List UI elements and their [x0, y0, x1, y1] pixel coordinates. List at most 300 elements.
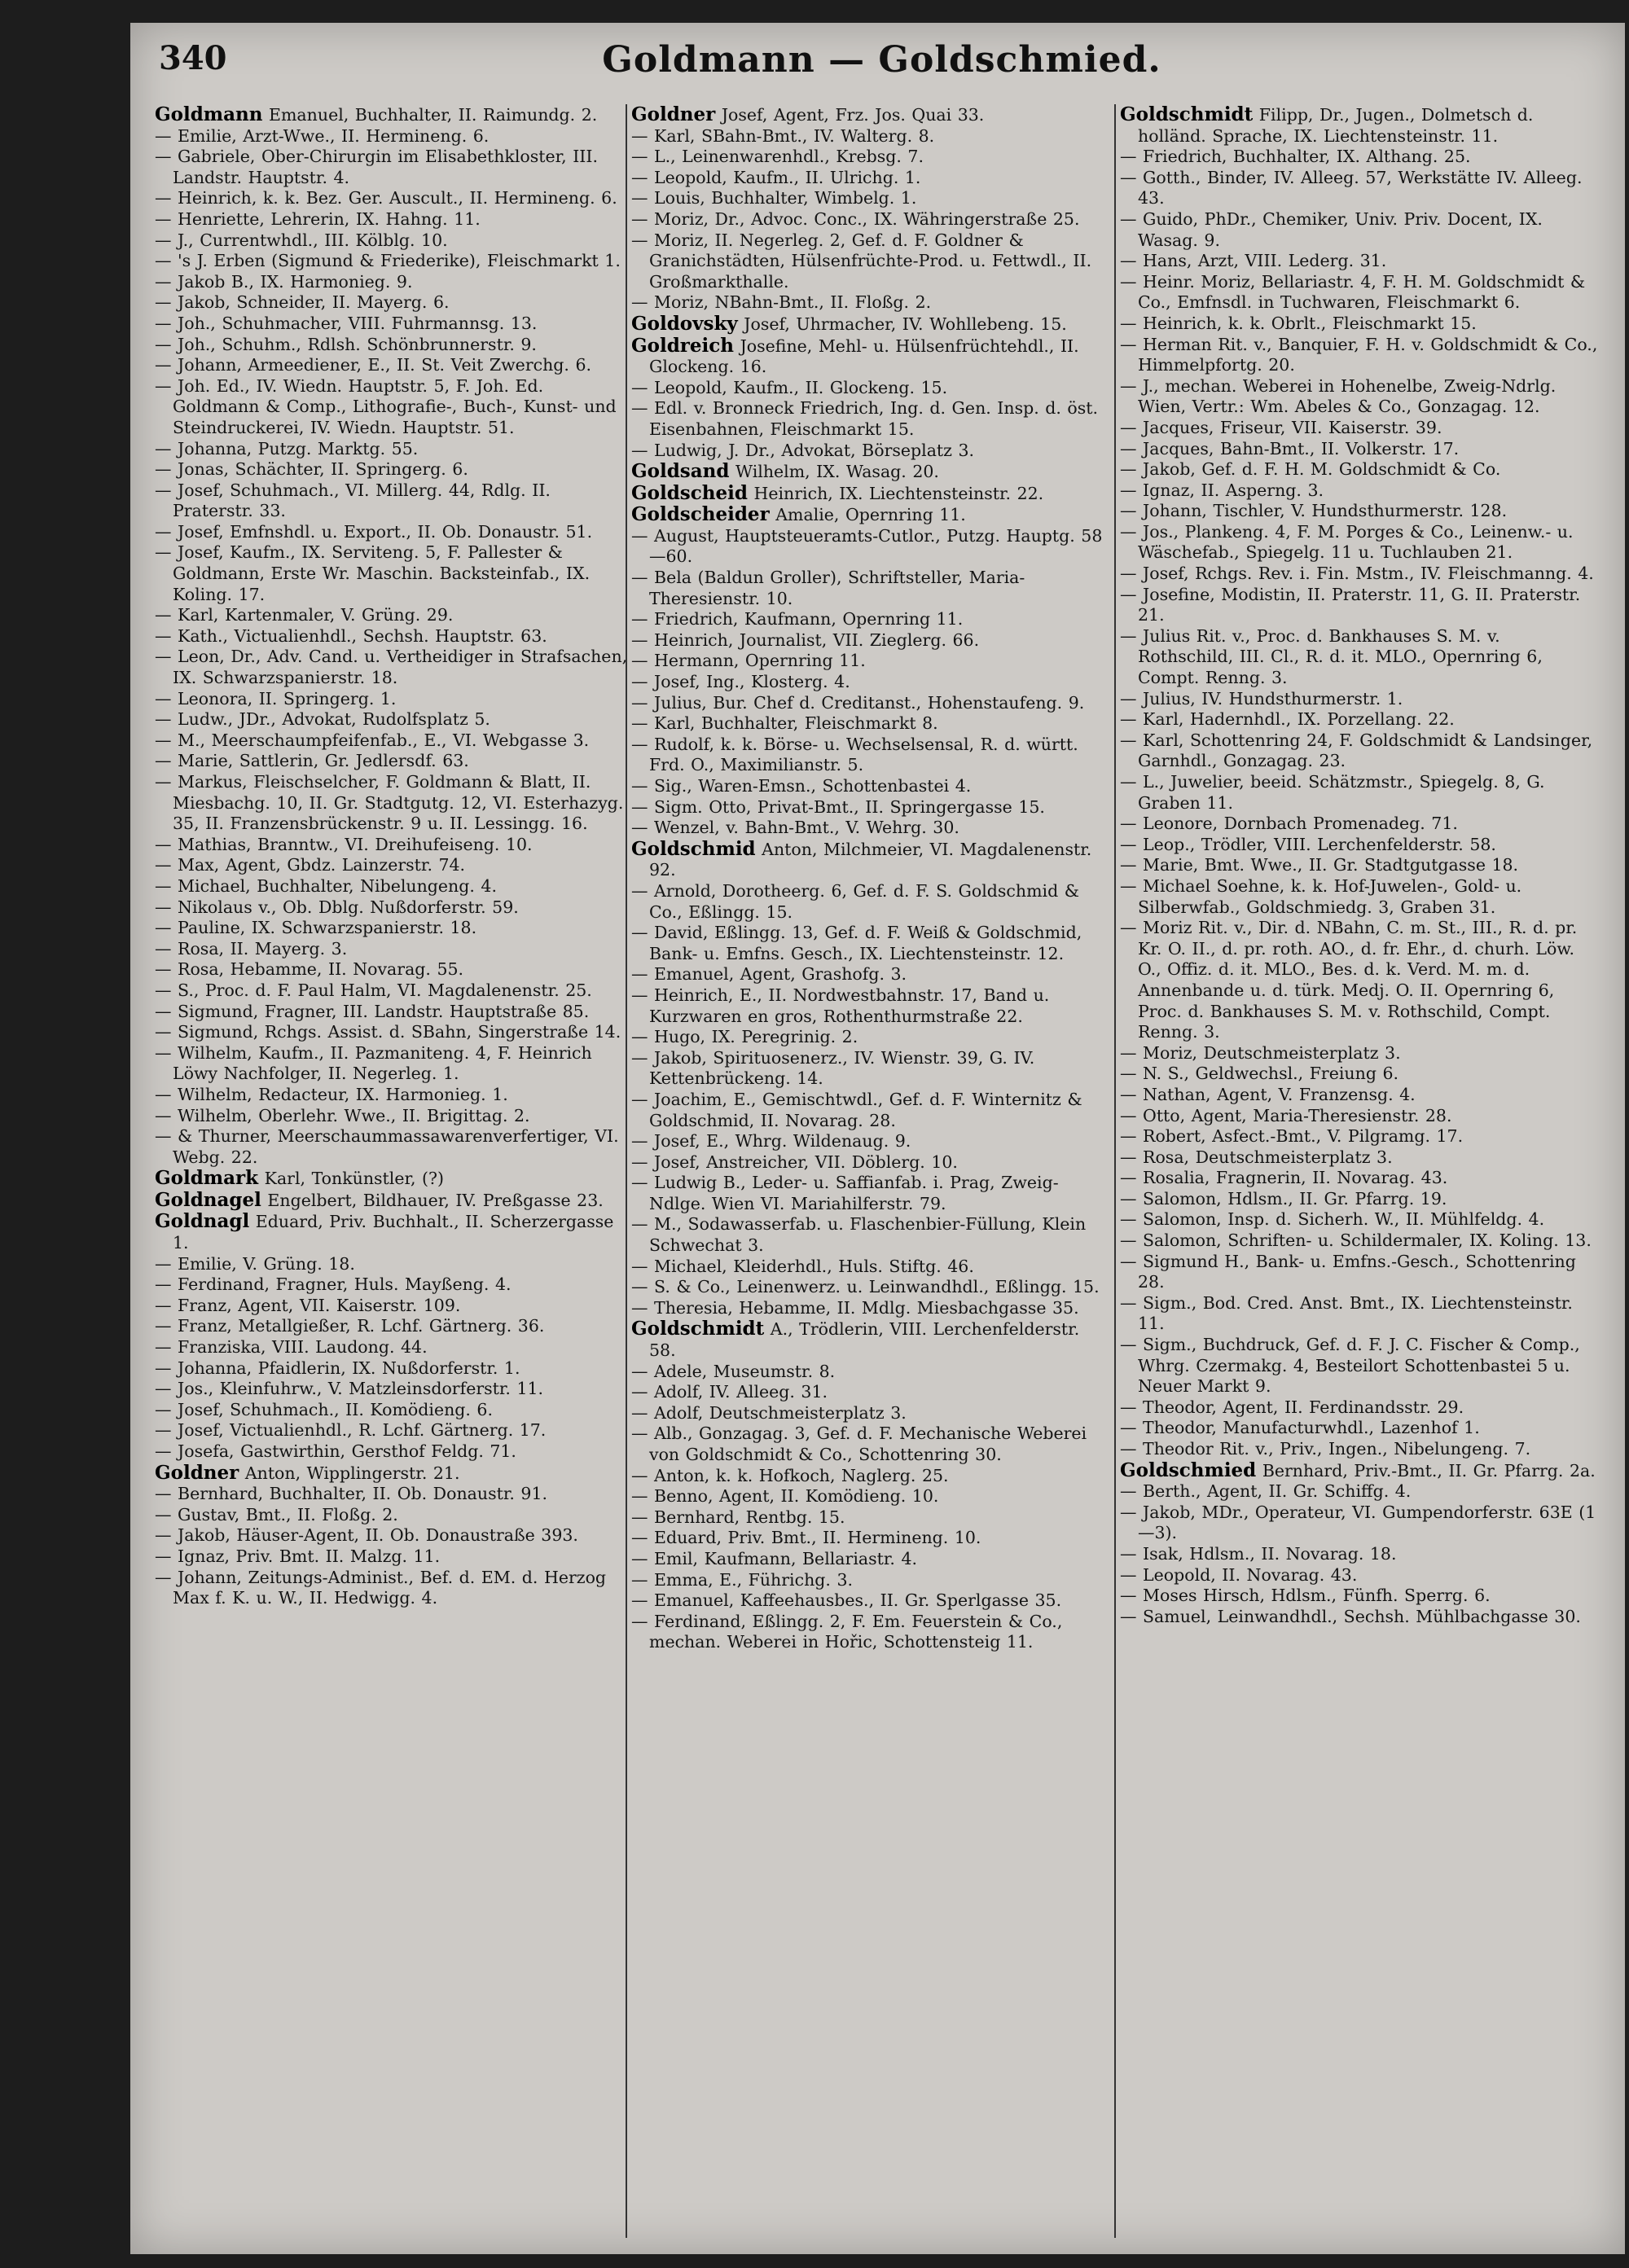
directory-entry	[631, 818, 1112, 839]
entry-text: — Emanuel, Kaffeehausbes., II. Gr. Sperlgasse 35.	[631, 1590, 1062, 1611]
directory-entry	[155, 1085, 635, 1106]
directory-entry	[155, 959, 635, 980]
entry-text: — Heinrich, k. k. Bez. Ger. Auscult., II. Hermineng. 6.	[155, 188, 617, 208]
surname-heading: Goldreich	[631, 334, 735, 357]
entry-text: — Josef, Emfnshdl. u. Export., II. Ob. Donaustr. 51.	[155, 521, 593, 542]
entry-text: — Wilhelm, Kaufm., II. Pazmaniteng. 4, F. Heinrich Löwy Nachfolger, II. Negerleg. 1.	[155, 1042, 592, 1084]
directory-entry	[631, 1131, 1112, 1152]
entry-text: — Rosa, II. Mayerg. 3.	[155, 938, 348, 959]
entry-text: — Adolf, Deutschmeisterplatz 3.	[631, 1402, 907, 1423]
entry-text: — Adele, Museumstr. 8.	[631, 1361, 836, 1381]
directory-entry	[631, 1528, 1112, 1549]
entry-text: — Emilie, Arzt-Wwe., II. Hermineng. 6.	[155, 125, 490, 146]
surname-heading: Goldnagel	[155, 1188, 261, 1211]
directory-entry	[1120, 1231, 1600, 1252]
directory-entry	[1120, 251, 1600, 272]
directory-entry	[1120, 1252, 1600, 1293]
entry-text: — Otto, Agent, Maria-Theresienstr. 28.	[1120, 1105, 1452, 1125]
directory-entry	[1120, 272, 1600, 314]
entry-text: — Joh., Schuhm., Rdlsh. Schönbrunnerstr. 9.	[155, 334, 537, 354]
directory-entry	[1120, 689, 1600, 710]
entry-text: — Gotth., Binder, IV. Alleeg. 57, Werkstätte IV. Alleeg. 43.	[1120, 167, 1583, 208]
directory-entry	[631, 923, 1112, 964]
directory-entry	[155, 480, 635, 522]
directory-entry	[155, 1379, 635, 1400]
directory-entry	[1120, 1209, 1600, 1231]
directory-entry	[155, 209, 635, 230]
entry-text: — Rosa, Deutschmeisterplatz 3.	[1120, 1147, 1393, 1167]
entry-text: — Moriz, II. Negerleg. 2, Gef. d. F. Goldner & Granichstädten, Hülsenfrüchte-Prod. u. Fettwdl., II. Großmarkthalle.	[631, 230, 1092, 292]
directory-entry	[155, 1106, 635, 1127]
directory-entry	[631, 1298, 1112, 1319]
surname-heading: Goldmann	[155, 104, 263, 125]
surname-heading: Goldschmidt	[1120, 104, 1254, 125]
entry-text: — Heinrich, k. k. Obrlt., Fleischmarkt 15.	[1120, 313, 1477, 333]
entry-text: — Nathan, Agent, V. Franzensg. 4.	[1120, 1084, 1416, 1104]
directory-entry	[631, 147, 1112, 168]
directory-entry	[155, 188, 635, 209]
directory-entry	[631, 126, 1112, 147]
directory-entry	[631, 1590, 1112, 1612]
entry-text: Josef, Uhrmacher, IV. Wohllebeng. 15.	[744, 314, 1067, 334]
entry-text: — Karl, Buchhalter, Fleischmarkt 8.	[631, 713, 938, 734]
entry-text: — Michael, Buchhalter, Nibelungeng. 4.	[155, 875, 497, 896]
entry-text: — Sigm., Buchdruck, Gef. d. F. J. C. Fischer & Comp., Whrg. Czermakg. 4, Besteilort Schottenbastei 5 u. Neuer Markt 9.	[1120, 1335, 1580, 1397]
entry-text: Engelbert, Bildhauer, IV. Preßgasse 23.	[267, 1190, 604, 1210]
page-number: 340	[159, 39, 227, 77]
entry-text: — Ferdinand, Fragner, Huls. Mayßeng. 4.	[155, 1274, 512, 1295]
directory-entry	[631, 735, 1112, 776]
directory-entry	[631, 1570, 1112, 1591]
directory-entry	[631, 1257, 1112, 1278]
entry-text: — Samuel, Leinwandhdl., Sechsh. Mühlbachgasse 30.	[1120, 1606, 1581, 1626]
directory-entry	[155, 897, 635, 919]
directory-entry	[1120, 564, 1600, 585]
entry-text: — Josef, E., Whrg. Wildenaug. 9.	[631, 1131, 911, 1152]
entry-text: — Kath., Victualienhdl., Sechsh. Hauptstr. 63.	[155, 625, 547, 646]
entry-text: — Marie, Bmt. Wwe., II. Gr. Stadtgutgasse 18.	[1120, 855, 1519, 875]
surname-heading: Goldscheid	[631, 481, 748, 504]
entry-text: — Michael, Kleiderhdl., Huls. Stiftg. 46.	[631, 1256, 974, 1276]
entry-text: — Edl. v. Bronneck Friedrich, Ing. d. Gen. Insp. d. öst. Eisenbahnen, Fleischmarkt 15.	[631, 398, 1099, 439]
directory-entry	[631, 1214, 1112, 1256]
directory-entry	[1120, 1460, 1600, 1482]
directory-entry	[631, 651, 1112, 672]
entry-text: — Moriz Rit. v., Dir. d. NBahn, C. m. St., III., R. d. pr. Kr. O. II., d. pr. roth. AO., d. fr. Ehr., d. churh. Löw. O., Offiz. d. it. MLO., Bes. d. k. Verd. M. m. d. Annenbande u. d. türk. Medj. O. II. Opernring 6, Proc. d. Bankhauses S. M. v. Rothschild, Compt. Renng. 3.	[1120, 918, 1578, 1042]
directory-entry	[1120, 104, 1600, 147]
directory-entry	[631, 188, 1112, 209]
entry-text: — Heinrich, Journalist, VII. Zieglerg. 66.	[631, 630, 980, 650]
entry-text: — Leon, Dr., Adv. Cand. u. Vertheidiger in Strafsachen, IX. Schwarzspanierstr. 18.	[155, 647, 628, 688]
entry-text: — Sigmund H., Bank- u. Emfns.-Gesch., Schottenring 28.	[1120, 1251, 1576, 1292]
entry-text: — Leopold, Kaufm., II. Ulrichg. 1.	[631, 167, 921, 187]
entry-text: — Josef, Victualienhdl., R. Lchf. Gärtnerg. 17.	[155, 1420, 547, 1441]
directory-entry	[155, 689, 635, 710]
directory-entry	[631, 630, 1112, 651]
entry-text: — 's J. Erben (Sigmund & Friederike), Fleischmarkt 1.	[155, 251, 621, 271]
entry-text: — Pauline, IX. Schwarzspanierstr. 18.	[155, 918, 477, 938]
directory-entry	[1120, 1043, 1600, 1064]
directory-entry	[1120, 1586, 1600, 1607]
entry-text: — Sigmund, Rchgs. Assist. d. SBahn, Singerstraße 14.	[155, 1022, 621, 1042]
directory-entry	[1120, 1607, 1600, 1628]
entry-text: — Michael Soehne, k. k. Hof-Juwelen-, Gold- u. Silberwfab., Goldschmiedg. 3, Graben 31.	[1120, 875, 1522, 917]
directory-entry	[631, 1549, 1112, 1570]
directory-entry	[1120, 209, 1600, 251]
directory-entry	[631, 776, 1112, 797]
entry-text: — Moses Hirsch, Hdlsm., Fünfh. Sperrg. 6.	[1120, 1586, 1491, 1606]
directory-entry	[155, 272, 635, 293]
directory-entry	[155, 1274, 635, 1296]
directory-entry	[155, 709, 635, 730]
directory-entry	[631, 168, 1112, 189]
entry-text: — Gustav, Bmt., II. Floßg. 2.	[155, 1504, 398, 1524]
directory-entry	[155, 542, 635, 605]
directory-entry	[631, 461, 1112, 483]
entry-text: — Benno, Agent, II. Komödieng. 10.	[631, 1486, 939, 1507]
entry-text: — Josefa, Gastwirthin, Gersthof Feldg. 71.	[155, 1441, 516, 1461]
directory-entry	[631, 1466, 1112, 1487]
entry-text: — Heinr. Moriz, Bellariastr. 4, F. H. M. Goldschmidt & Co., Emfnsdl. in Tuchwaren, Fleischmarkt 6.	[1120, 271, 1586, 313]
entry-text: — Wilhelm, Oberlehr. Wwe., II. Brigittag. 2.	[155, 1105, 530, 1125]
surname-heading: Goldsand	[631, 460, 730, 483]
directory-entry	[631, 378, 1112, 399]
entry-text: — Joh. Ed., IV. Wiedn. Hauptstr. 5, F. Joh. Ed. Goldmann & Comp., Lithografie-, Buch-, Kunst- und Steindruckerei, IV. Wiedn. Hauptstr. 51.	[155, 375, 617, 437]
directory-entry	[155, 1126, 635, 1168]
entry-text: — Johann, Zeitungs-Administ., Bef. d. EM. d. Herzog Max f. K. u. W., II. Hedwigg. 4.	[155, 1567, 607, 1608]
entry-text: — Emil, Kaufmann, Bellariastr. 4.	[631, 1548, 917, 1568]
entry-text: — Julius, IV. Hundsthurmerstr. 1.	[1120, 688, 1403, 708]
directory-entry	[1120, 1147, 1600, 1169]
directory-entry	[631, 1277, 1112, 1298]
directory-entry	[631, 1507, 1112, 1529]
entry-text: Karl, Tonkünstler, (?)	[264, 1169, 445, 1189]
directory-entry	[1120, 376, 1600, 418]
entry-text: — Josef, Rchgs. Rev. i. Fin. Mstm., IV. Fleischmanng. 4.	[1120, 564, 1594, 584]
directory-entry	[1120, 1189, 1600, 1210]
entry-text: — Joh., Schuhmacher, VIII. Fuhrmannsg. 13.	[155, 313, 538, 333]
entry-text: — Josefine, Modistin, II. Praterstr. 11, G. II. Praterstr. 21.	[1120, 584, 1581, 625]
directory-entry	[631, 693, 1112, 714]
directory-entry	[155, 1441, 635, 1463]
entry-text: — M., Meerschaumpfeifenfab., E., VI. Webgasse 3.	[155, 730, 590, 750]
directory-entry	[155, 918, 635, 939]
directory-entry	[155, 459, 635, 480]
entry-text: — Rosa, Hebamme, II. Novarag. 55.	[155, 959, 464, 980]
directory-entry	[155, 939, 635, 960]
directory-entry	[631, 336, 1112, 378]
entry-text: — Ferdinand, Eßlingg. 2, F. Em. Feuerstein & Co., mechan. Weberei in Hořic, Schottensteig 11.	[631, 1611, 1063, 1652]
column-2	[631, 104, 1112, 2238]
directory-entry	[1120, 418, 1600, 439]
directory-entry	[1120, 1439, 1600, 1460]
directory-entry	[155, 1484, 635, 1505]
entry-text: — Theodor Rit. v., Priv., Ingen., Nibelungeng. 7.	[1120, 1439, 1531, 1459]
surname-heading: Goldovsky	[631, 312, 738, 335]
entry-text: — Joachim, E., Gemischtwdl., Gef. d. F. Winternitz & Goldschmid, II. Novarag. 28.	[631, 1089, 1082, 1130]
entry-text: — Gabriele, Ober-Chirurgin im Elisabethkloster, III. Landstr. Hauptstr. 4.	[155, 147, 599, 187]
directory-entry	[631, 526, 1112, 568]
directory-entry	[631, 839, 1112, 881]
entry-text: Wilhelm, IX. Wasag. 20.	[735, 462, 939, 482]
directory-entry	[631, 1382, 1112, 1403]
directory-entry	[1120, 335, 1600, 376]
entry-text: — J., Currentwhdl., III. Kölblg. 10.	[155, 230, 448, 250]
directory-entry	[1120, 835, 1600, 856]
directory-entry	[631, 1318, 1112, 1361]
entry-text: — L., Leinenwarenhdl., Krebsg. 7.	[631, 147, 924, 167]
directory-entry	[155, 314, 635, 335]
directory-entry	[631, 568, 1112, 609]
entry-text: — Theresia, Hebamme, II. Mdlg. Miesbachgasse 35.	[631, 1297, 1079, 1318]
entry-text: — Franz, Metallgießer, R. Lchf. Gärtnerg. 36.	[155, 1316, 545, 1336]
surname-heading: Goldner	[155, 1461, 239, 1484]
directory-entry	[631, 985, 1112, 1027]
entry-text: — Karl, Kartenmaler, V. Grüng. 29.	[155, 605, 454, 625]
entry-text: — Isak, Hdlsm., II. Novarag. 18.	[1120, 1543, 1397, 1564]
directory-entry	[155, 439, 635, 460]
directory-entry	[631, 1152, 1112, 1173]
directory-entry	[155, 1420, 635, 1441]
directory-entry	[631, 483, 1112, 505]
directory-entry	[631, 441, 1112, 462]
entry-text: — J., mechan. Weberei in Hohenelbe, Zweig-Ndrlg. Wien, Vertr.: Wm. Abeles & Co., Gonzagag. 12.	[1120, 375, 1557, 417]
entry-text: — Mathias, Branntw., VI. Dreihufeiseng. 10.	[155, 834, 533, 854]
entry-text: — Josef, Ing., Klosterg. 4.	[631, 672, 850, 692]
entry-text: — Salomon, Insp. d. Sicherh. W., II. Mühlfeldg. 4.	[1120, 1209, 1545, 1230]
entry-text: — Wilhelm, Redacteur, IX. Harmonieg. 1.	[155, 1084, 508, 1104]
directory-entry	[631, 1090, 1112, 1131]
directory-entry	[155, 147, 635, 188]
directory-entry	[1120, 1502, 1600, 1544]
entry-text: — Sig., Waren-Emsn., Schottenbastei 4.	[631, 776, 972, 796]
directory-entry	[631, 104, 1112, 126]
directory-entry	[1120, 1397, 1600, 1419]
surname-heading: Goldscheider	[631, 503, 770, 526]
entry-text: — Karl, Hadernhdl., IX. Porzellang. 22.	[1120, 709, 1455, 730]
entry-text: — N. S., Geldwechsl., Freiung 6.	[1120, 1064, 1399, 1084]
directory-entry	[631, 230, 1112, 293]
entry-text: — Jakob, Gef. d. F. H. M. Goldschmidt & Co.	[1120, 459, 1501, 480]
entry-text: — Bernhard, Rentbg. 15.	[631, 1507, 845, 1527]
entry-text: — Johanna, Pfaidlerin, IX. Nußdorferstr. 1.	[155, 1358, 520, 1378]
entry-text: — Jakob, Häuser-Agent, II. Ob. Donaustraße 393.	[155, 1525, 578, 1546]
directory-entry	[1120, 730, 1600, 772]
entry-text: — Max, Agent, Gbdz. Lainzerstr. 74.	[155, 855, 466, 875]
directory-entry	[1120, 855, 1600, 876]
entry-text: — L., Juwelier, beeid. Schätzmstr., Spiegelg. 8, G. Graben 11.	[1120, 772, 1545, 813]
entry-text: Bernhard, Priv.-Bmt., II. Gr. Pfarrg. 2a.	[1262, 1460, 1596, 1481]
entry-text: — Theodor, Agent, II. Ferdinandsstr. 29.	[1120, 1397, 1464, 1417]
directory-entry	[155, 1254, 635, 1275]
page-title: Goldmann — Goldschmied.	[602, 39, 1161, 81]
entry-text: — Jos., Kleinfuhrw., V. Matzleinsdorferstr. 11.	[155, 1379, 544, 1399]
entry-text: — Guido, PhDr., Chemiker, Univ. Priv. Docent, IX. Wasag. 9.	[1120, 208, 1543, 250]
directory-entry	[1120, 918, 1600, 1043]
entry-text: — Marie, Sattlerin, Gr. Jedlersdf. 63.	[155, 751, 469, 771]
entry-text: — Emanuel, Agent, Grashofg. 3.	[631, 964, 907, 985]
entry-text: — & Thurner, Meerschaummassawarenverfertiger, VI. Webg. 22.	[155, 1126, 619, 1167]
directory-entry	[631, 609, 1112, 630]
directory-entry	[1120, 459, 1600, 480]
directory-entry	[155, 292, 635, 314]
entry-text: — Julius Rit. v., Proc. d. Bankhauses S. M. v. Rothschild, III. Cl., R. d. it. MLO., Opernring 6, Compt. Renng. 3.	[1120, 625, 1543, 688]
directory-entry	[155, 1211, 635, 1253]
directory-entry	[631, 398, 1112, 440]
entry-text: A., Trödlerin, VIII. Lerchenfelderstr. 58.	[649, 1319, 1080, 1361]
directory-entry	[155, 1505, 635, 1526]
entry-text: — Leopold, II. Novarag. 43.	[1120, 1564, 1358, 1585]
entry-text: — Emilie, V. Grüng. 18.	[155, 1253, 355, 1274]
entry-text: — Moriz, Deutschmeisterplatz 3.	[1120, 1042, 1401, 1063]
entry-text: — Sigm. Otto, Privat-Bmt., II. Springergasse 15.	[631, 796, 1045, 817]
column-3	[1120, 104, 1600, 2238]
entry-text: — Johanna, Putzg. Marktg. 55.	[155, 438, 419, 458]
directory-entry	[155, 1568, 635, 1609]
directory-entry	[155, 1546, 635, 1568]
directory-entry	[1120, 1481, 1600, 1502]
directory-entry	[155, 1400, 635, 1421]
directory-entry	[631, 964, 1112, 985]
entry-text: — Berth., Agent, II. Gr. Schiffg. 4.	[1120, 1481, 1412, 1502]
directory-entry	[631, 672, 1112, 693]
entry-text: — Jakob B., IX. Harmonieg. 9.	[155, 271, 413, 292]
directory-entry	[155, 1316, 635, 1337]
entry-text: — Friedrich, Buchhalter, IX. Althang. 25.	[1120, 147, 1471, 167]
directory-entry	[1120, 814, 1600, 835]
entry-text: — Markus, Fleischselcher, F. Goldmann & Blatt, II. Miesbachg. 10, II. Gr. Stadtgutg. 12, VI. Esterhazyg. 35, II. Franzensbrückenstr. 9 u. II. Lessingg. 16.	[155, 772, 624, 834]
directory-entry	[1120, 1544, 1600, 1565]
directory-entry	[155, 355, 635, 376]
entry-text: — Adolf, IV. Alleeg. 31.	[631, 1382, 828, 1402]
directory-entry	[155, 376, 635, 439]
entry-text: — Franz, Agent, VII. Kaiserstr. 109.	[155, 1295, 461, 1315]
entry-text: — Louis, Buchhalter, Wimbelg. 1.	[631, 188, 917, 208]
entry-text: — Moriz, Dr., Advoc. Conc., IX. Währingerstraße 25.	[631, 208, 1080, 229]
directory-entry	[1120, 1168, 1600, 1189]
entry-text: — Hugo, IX. Peregrinig. 2.	[631, 1027, 858, 1047]
directory-entry	[631, 1027, 1112, 1048]
directory-entry	[155, 1358, 635, 1380]
directory-entry	[631, 209, 1112, 230]
entry-text: — Jakob, MDr., Operateur, VI. Gumpendorferstr. 63E (1—3).	[1120, 1502, 1596, 1543]
entry-text: — Ludwig B., Leder- u. Saffianfab. i. Prag, Zweig-Ndlge. Wien VI. Mariahilferstr. 79.	[631, 1173, 1059, 1213]
directory-entry	[155, 1190, 635, 1212]
directory-entry	[155, 126, 635, 147]
entry-text: Filipp, Dr., Jugen., Dolmetsch d. holländ. Sprache, IX. Liechtensteinstr. 11.	[1138, 105, 1534, 146]
directory-entry	[155, 522, 635, 543]
entry-text: — Jonas, Schächter, II. Springerg. 6.	[155, 459, 468, 480]
directory-entry	[631, 1486, 1112, 1507]
directory-entry	[155, 1002, 635, 1023]
entry-text: — Arnold, Dorotheerg. 6, Gef. d. F. S. Goldschmid & Co., Eßlingg. 15.	[631, 880, 1079, 922]
directory-entry	[155, 876, 635, 897]
directory-entry	[155, 647, 635, 688]
entry-text: — Friedrich, Kaufmann, Opernring 11.	[631, 609, 964, 630]
entry-text: — Josef, Schuhmach., II. Komödieng. 6.	[155, 1399, 493, 1419]
directory-entry	[1120, 626, 1600, 689]
entry-text: — Heinrich, E., II. Nordwestbahnstr. 17, Band u. Kurzwaren en gros, Rothenthurmstraße 22.	[631, 985, 1050, 1026]
entry-text: — Josef, Anstreicher, VII. Döblerg. 10.	[631, 1152, 958, 1172]
entry-text: Anton, Milchmeier, VI. Magdalenenstr. 92.	[649, 839, 1092, 880]
directory-entry	[1120, 1064, 1600, 1085]
surname-heading: Goldschmid	[631, 837, 756, 860]
directory-entry	[1120, 480, 1600, 502]
directory-entry	[631, 504, 1112, 526]
directory-entry	[1120, 1085, 1600, 1106]
entry-text: — Salomon, Hdlsm., II. Gr. Pfarrg. 19.	[1120, 1188, 1447, 1209]
entry-text: — Jakob, Schneider, II. Mayerg. 6.	[155, 292, 450, 313]
entry-text: — Sigmund, Fragner, III. Landstr. Hauptstraße 85.	[155, 1001, 590, 1021]
entry-text: — Bela (Baldun Groller), Schriftsteller, Maria-Theresienstr. 10.	[631, 568, 1025, 608]
entry-text: — Ignaz, Priv. Bmt. II. Malzg. 11.	[155, 1546, 441, 1566]
entry-text: Heinrich, IX. Liechtensteinstr. 22.	[753, 483, 1044, 503]
directory-entry	[155, 1022, 635, 1043]
entry-text: — Moriz, NBahn-Bmt., II. Floßg. 2.	[631, 292, 932, 313]
entry-text: — Ignaz, II. Asperng. 3.	[1120, 480, 1324, 500]
directory-entry	[631, 292, 1112, 314]
directory-entry	[155, 605, 635, 626]
surname-heading: Goldner	[631, 104, 716, 125]
entry-text: — Robert, Asfect.-Bmt., V. Pilgramg. 17.	[1120, 1126, 1464, 1147]
directory-entry	[631, 1362, 1112, 1383]
entry-text: — S., Proc. d. F. Paul Halm, VI. Magdalenenstr. 25.	[155, 980, 592, 1000]
directory-entry	[1120, 1418, 1600, 1439]
entry-text: — Ludwig, J. Dr., Advokat, Börseplatz 3.	[631, 440, 975, 460]
directory-entry	[155, 855, 635, 876]
entry-text: — Leopold, Kaufm., II. Glockeng. 15.	[631, 377, 948, 397]
surname-heading: Goldnagl	[155, 1210, 250, 1233]
directory-entry	[631, 713, 1112, 735]
entry-text: — Nikolaus v., Ob. Dblg. Nußdorferstr. 59.	[155, 897, 519, 917]
directory-entry	[155, 730, 635, 752]
directory-entry	[1120, 709, 1600, 730]
entry-text: — Hans, Arzt, VIII. Lederg. 31.	[1120, 251, 1387, 271]
directory-entry	[155, 104, 635, 126]
entry-text: — S. & Co., Leinenwerz. u. Leinwandhdl., Eßlingg. 15.	[631, 1277, 1100, 1297]
entry-text: — Karl, SBahn-Bmt., IV. Walterg. 8.	[631, 125, 935, 146]
directory-entry	[155, 335, 635, 356]
entry-text: — Leop., Trödler, VIII. Lerchenfelderstr. 58.	[1120, 834, 1496, 854]
directory-entry	[155, 772, 635, 835]
entry-text: — Herman Rit. v., Banquier, F. H. v. Goldschmidt & Co., Himmelpfortg. 20.	[1120, 334, 1598, 375]
entry-text: — Karl, Schottenring 24, F. Goldschmidt & Landsinger, Garnhdl., Gonzagag. 23.	[1120, 730, 1593, 771]
entry-text: — Sigm., Bod. Cred. Anst. Bmt., IX. Liechtensteinstr. 11.	[1120, 1292, 1573, 1334]
surname-heading: Goldschmidt	[631, 1318, 765, 1340]
directory-entry	[155, 835, 635, 856]
directory-entry	[155, 1043, 635, 1085]
entry-text: — Josef, Kaufm., IX. Serviteng. 5, F. Pallester & Goldmann, Erste Wr. Maschin. Backsteinfab., IX. Koling. 17.	[155, 542, 591, 604]
directory-entry	[1120, 772, 1600, 814]
directory-entry	[1120, 1293, 1600, 1335]
entry-text: — M., Sodawasserfab. u. Flaschenbier-Füllung, Klein Schwechat 3.	[631, 1214, 1087, 1256]
directory-entry	[1120, 168, 1600, 209]
entry-text: — Leonora, II. Springerg. 1.	[155, 688, 397, 708]
entry-text: — Salomon, Schriften- u. Schildermaler, IX. Koling. 13.	[1120, 1231, 1592, 1251]
entry-text: — Wenzel, v. Bahn-Bmt., V. Wehrg. 30.	[631, 818, 959, 838]
directory-entry	[1120, 314, 1600, 335]
directory-entry	[155, 251, 635, 272]
entry-text: Anton, Wipplingerstr. 21.	[244, 1463, 460, 1483]
entry-text: — Julius, Bur. Chef d. Creditanst., Hohenstaufeng. 9.	[631, 692, 1085, 713]
directory-entry	[1120, 522, 1600, 564]
directory-entry	[631, 797, 1112, 818]
directory-entry	[631, 314, 1112, 336]
directory-entry	[155, 1525, 635, 1546]
entry-text: — Josef, Schuhmach., VI. Millerg. 44, Rdlg. II. Praterstr. 33.	[155, 480, 551, 521]
entry-text: — David, Eßlingg. 13, Gef. d. F. Weiß & Goldschmid, Bank- u. Emfns. Gesch., IX. Liechtensteinstr. 12.	[631, 923, 1082, 963]
entry-text: — Hermann, Opernring 11.	[631, 651, 866, 671]
